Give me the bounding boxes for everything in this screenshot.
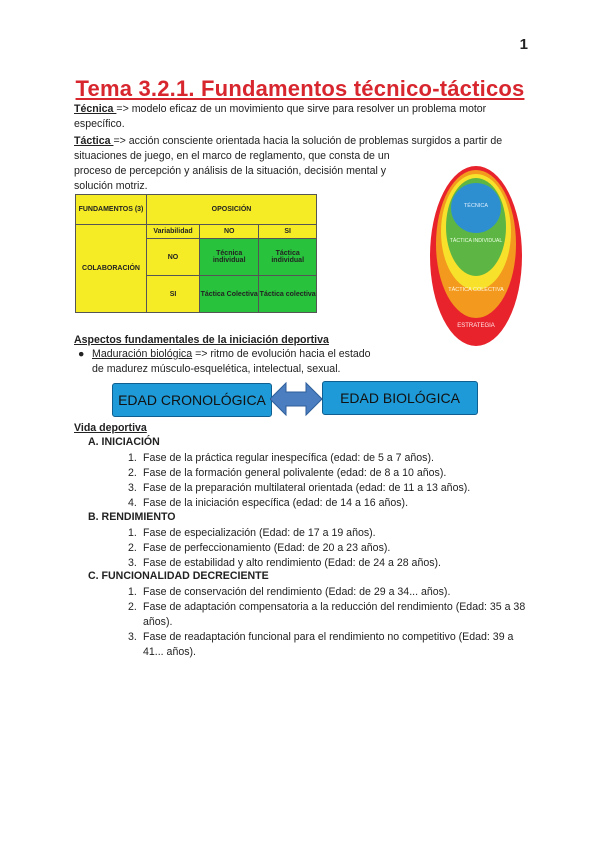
table-cell-tactica-colectiva-2: Táctica colectiva (259, 276, 317, 313)
section-b-heading: B. RENDIMIENTO (88, 511, 176, 523)
page-title: Tema 3.2.1. Fundamentos técnico-tácticos (75, 76, 525, 101)
tecnica-line1: => modelo eficaz de un movimiento que sirve para resolver un problema motor (116, 103, 487, 115)
aspectos-heading: Aspectos fundamentales de la iniciación deportiva (74, 334, 329, 346)
fundamentos-table (75, 194, 317, 313)
bullet-icon: ● (78, 348, 85, 360)
oval-label-tactica-individual: TÁCTICA INDIVIDUAL (449, 238, 503, 244)
table-col-si: SI (259, 225, 317, 239)
tactica-line3: proceso de percepción y análisis de la situación, decisión mental y (74, 165, 387, 177)
table-row-si: SI (147, 276, 200, 313)
page-number: 1 (519, 36, 528, 53)
tecnica-term: Técnica (74, 103, 117, 115)
oval-label-tecnica: TÉCNICA (463, 203, 489, 209)
table-variabilidad: Variabilidad (147, 225, 200, 239)
table-col-no: NO (200, 225, 259, 239)
section-a-heading: A. INICIACIÓN (88, 436, 160, 448)
tactica-line1: => acción consciente orientada hacia la solución de problemas surgidos a partir de (113, 135, 503, 147)
vida-heading: Vida deportiva (74, 422, 147, 434)
edad-cronologica-box: EDAD CRONOLÓGICA (112, 383, 272, 417)
maduracion-line1: => ritmo de evolución hacia el estado (192, 348, 371, 360)
maduracion-line2: de madurez músculo-esquelética, intelectual, sexual. (92, 363, 341, 375)
tactica-line2: situaciones de juego, en el marco de reglamento, que consta de un (74, 150, 390, 162)
table-cell-tactica-colectiva-1: Táctica Colectiva (200, 276, 259, 313)
tactica-definition (74, 134, 502, 194)
double-arrow-icon (270, 380, 322, 418)
aspectos-bullet (78, 347, 371, 377)
tecnica-line2: específico. (74, 118, 125, 130)
section-c-heading: C. FUNCIONALIDAD DECRECIENTE (88, 570, 269, 582)
oval-label-tactica-colectiva: TÁCTICA COLECTIVA (448, 287, 504, 293)
oval-label-estrategia: ESTRATEGIA (457, 323, 495, 329)
table-oposicion-header: OPOSICIÓN (147, 195, 317, 225)
edad-biologica-box: EDAD BIOLÓGICA (322, 381, 478, 415)
tactica-line4: solución motriz. (74, 180, 148, 192)
tactica-term: Táctica (74, 135, 114, 147)
table-cell-tecnica-individual: Técnica individual (200, 239, 259, 276)
table-colaboracion-header: COLABORACIÓN (76, 225, 147, 313)
tecnica-definition (74, 102, 486, 132)
table-row-no: NO (147, 239, 200, 276)
maduracion-term: Maduración biológica (92, 348, 193, 360)
table-corner: FUNDAMENTOS (3) (76, 195, 147, 225)
table-cell-tactica-individual: Táctica individual (259, 239, 317, 276)
